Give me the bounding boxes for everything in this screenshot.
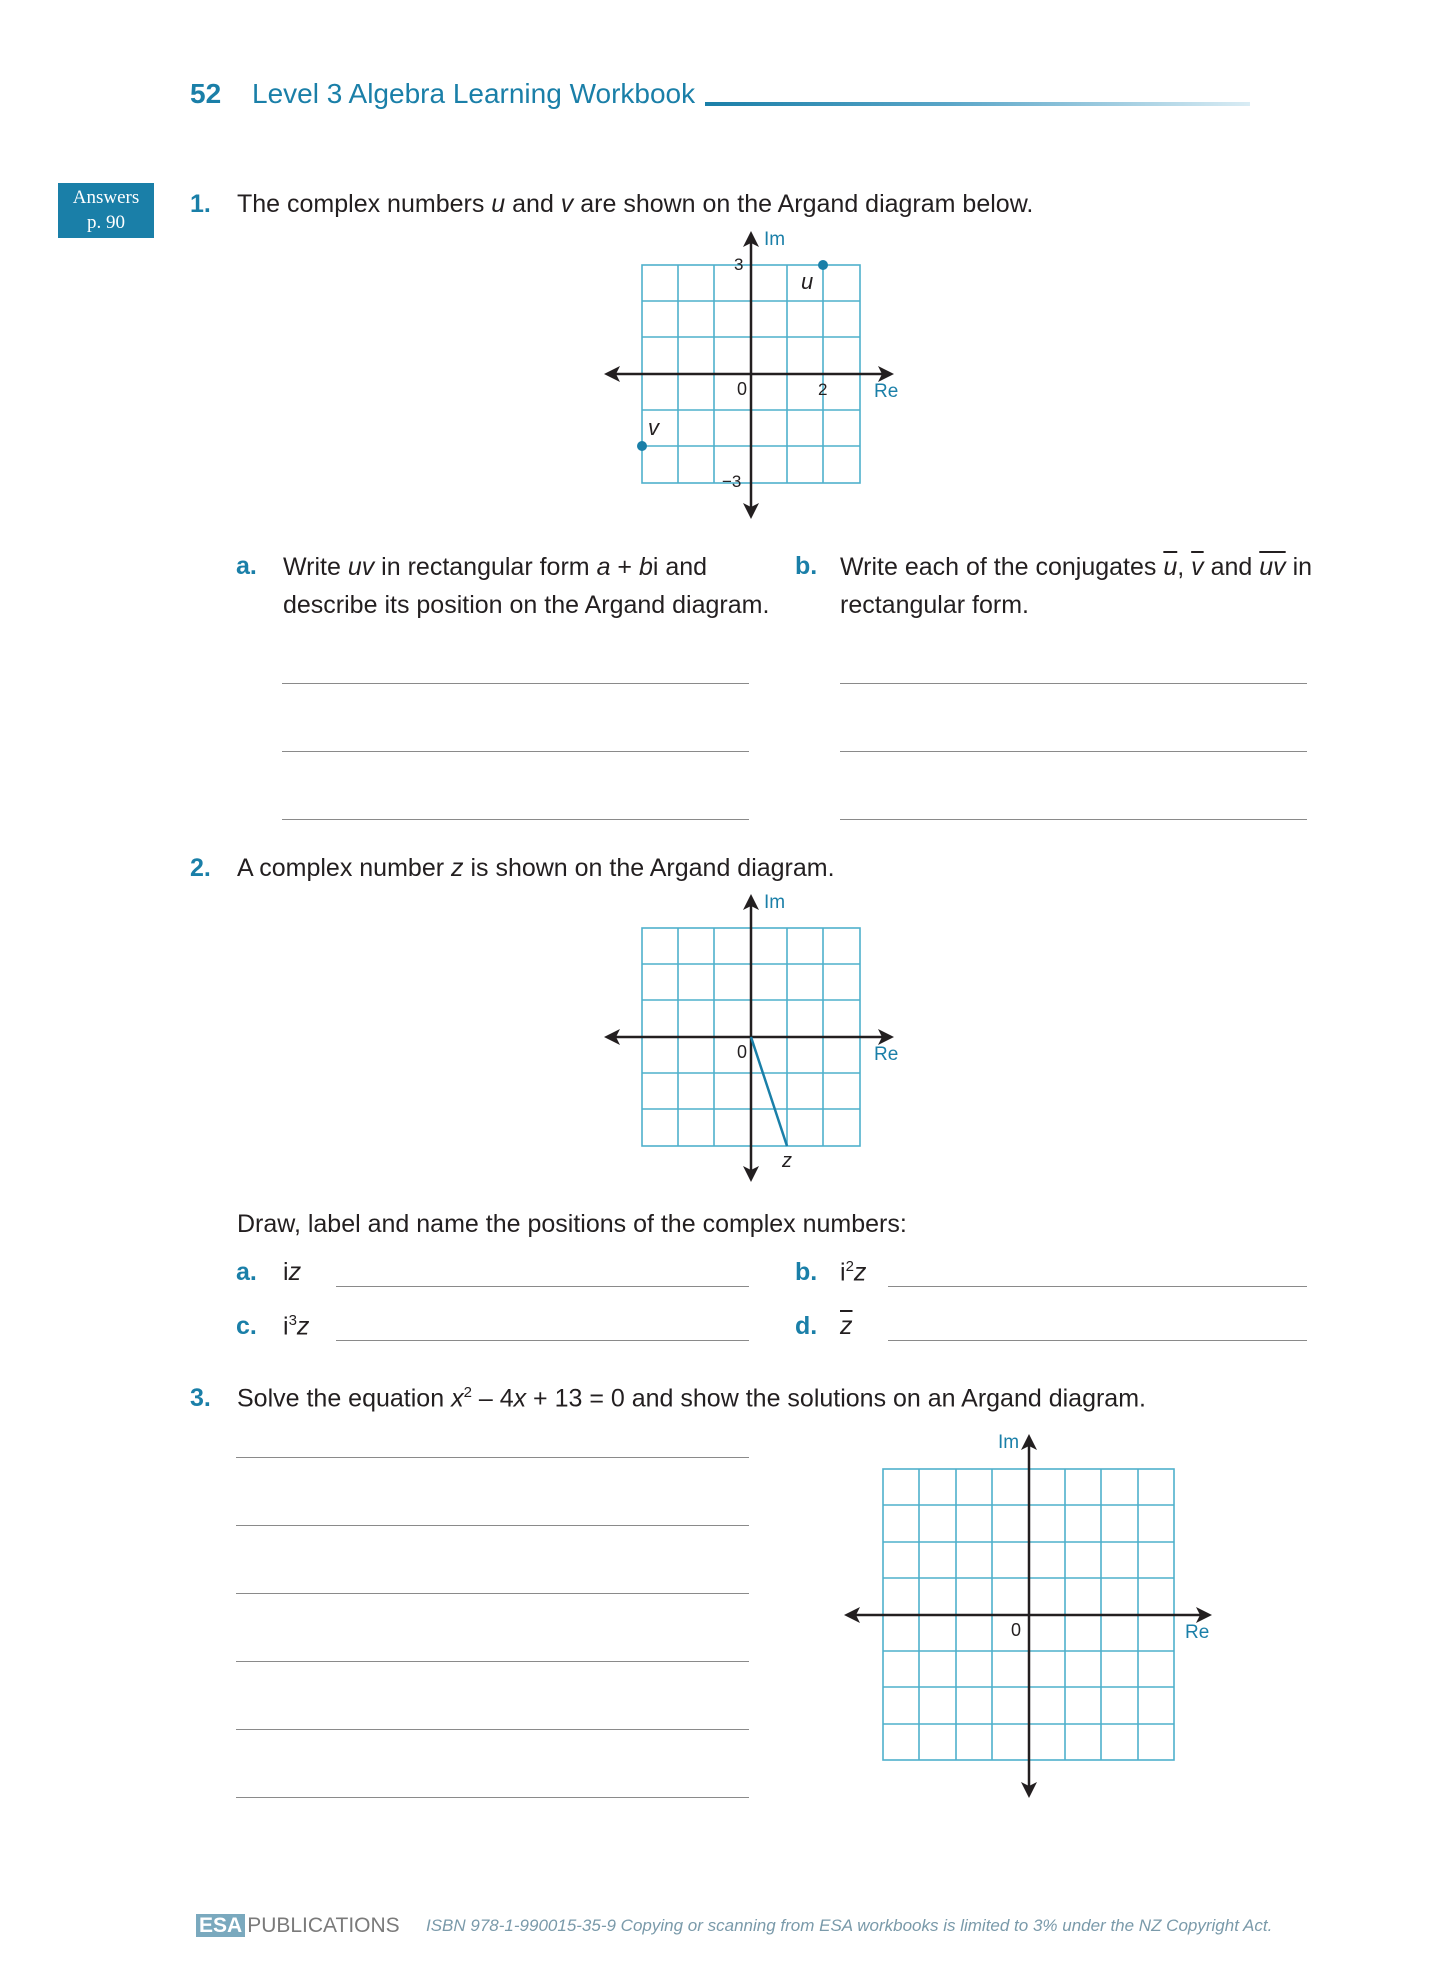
im-axis-label: Im [764,892,786,913]
answer-line[interactable] [840,683,1307,684]
answer-line[interactable] [236,1729,749,1730]
q2-part-b-label: b. [795,1258,818,1286]
answer-line[interactable] [236,1593,749,1594]
answer-line[interactable] [336,1286,749,1287]
page-title: Level 3 Algebra Learning Workbook [252,78,696,109]
answer-line[interactable] [282,819,749,820]
diagram-1-axes [604,231,894,519]
answers-label: Answers [72,187,140,208]
answers-reference-box[interactable] [58,183,154,238]
answer-line[interactable] [236,1661,749,1662]
answers-page: p. 90 [87,212,125,233]
origin-label: 0 [737,1042,748,1062]
answer-line[interactable] [236,1525,749,1526]
point-u-label: u [801,269,814,294]
answer-line[interactable] [888,1286,1307,1287]
answer-line[interactable] [840,819,1307,820]
point-z-label: z [782,1150,792,1172]
question-3-text: Solve the equation $x^2 - 4x + 13 = 0$ and show the solutions on an Argand diagram. [237,1384,1146,1413]
q1-part-a-label: a. [236,552,257,580]
answer-line[interactable] [888,1340,1307,1341]
footer-copyright: ISBN 978-1-990015-35-9 Copying or scanning from ESA workbooks is limited to 3% under the NZ Copyright Act. [426,1916,1273,1935]
vector-z [751,1037,787,1146]
diagram-2-axes [604,894,894,1182]
answer-line[interactable] [336,1340,749,1341]
argand-diagram-2 [600,888,910,1193]
argand-diagram-3[interactable] [840,1428,1220,1804]
tick-label-right: 2 [818,380,828,399]
point-v [637,441,647,451]
question-3-number: 3. [190,1384,211,1412]
question-2-number: 2. [190,854,211,882]
q2-part-a-expr: iz [283,1258,302,1286]
q2-part-a-label: a. [236,1258,257,1286]
answer-line[interactable] [236,1457,749,1458]
q2-part-c-label: c. [236,1312,257,1340]
answer-line[interactable] [282,683,749,684]
q2-part-d-label: d. [795,1312,818,1340]
point-u [818,260,828,270]
question-1-text: The complex numbers u and v are shown on the Argand diagram below. [237,190,1034,218]
q2-part-c-expr: $i^3z$ [283,1312,310,1341]
tick-label-top: 3 [734,255,744,274]
page-number: 52 [190,78,222,109]
im-axis-label: Im [764,229,786,250]
question-1-number: 1. [190,190,211,218]
point-v-label: v [648,415,659,440]
q2-part-b-expr: $i^2z$ [840,1258,867,1287]
q1-part-b-text: Write each of the conjugates $\overline{u}$, $\overline{v}$ and $\overline{uv}$ in rectangular form. [840,553,1313,619]
diagram-3-axes [844,1434,1212,1798]
origin-label: 0 [1011,1620,1022,1640]
origin-label: 0 [737,379,748,399]
im-axis-label: Im [998,1432,1020,1453]
tick-label-bottom: −3 [722,472,742,491]
answer-line[interactable] [840,751,1307,752]
question-2-text: A complex number z is shown on the Argand diagram. [237,854,835,882]
answer-line[interactable] [236,1797,749,1798]
header-rule [705,102,1250,106]
esa-publications-logo: ESA PUBLICATIONS [196,1914,400,1938]
question-2-instruction: Draw, label and name the positions of the complex numbers: [237,1210,907,1238]
argand-diagram-1 [600,225,910,530]
q1-part-b-label: b. [795,552,818,580]
re-axis-label: Re [874,381,899,402]
re-axis-label: Re [1185,1622,1210,1643]
q1-part-a-text: Write uv in rectangular form a + bi and describe its position on the Argand diagram. [283,553,770,619]
re-axis-label: Re [874,1044,899,1065]
q2-part-d-expr: $\overline{z}$ [840,1312,853,1340]
answer-line[interactable] [282,751,749,752]
